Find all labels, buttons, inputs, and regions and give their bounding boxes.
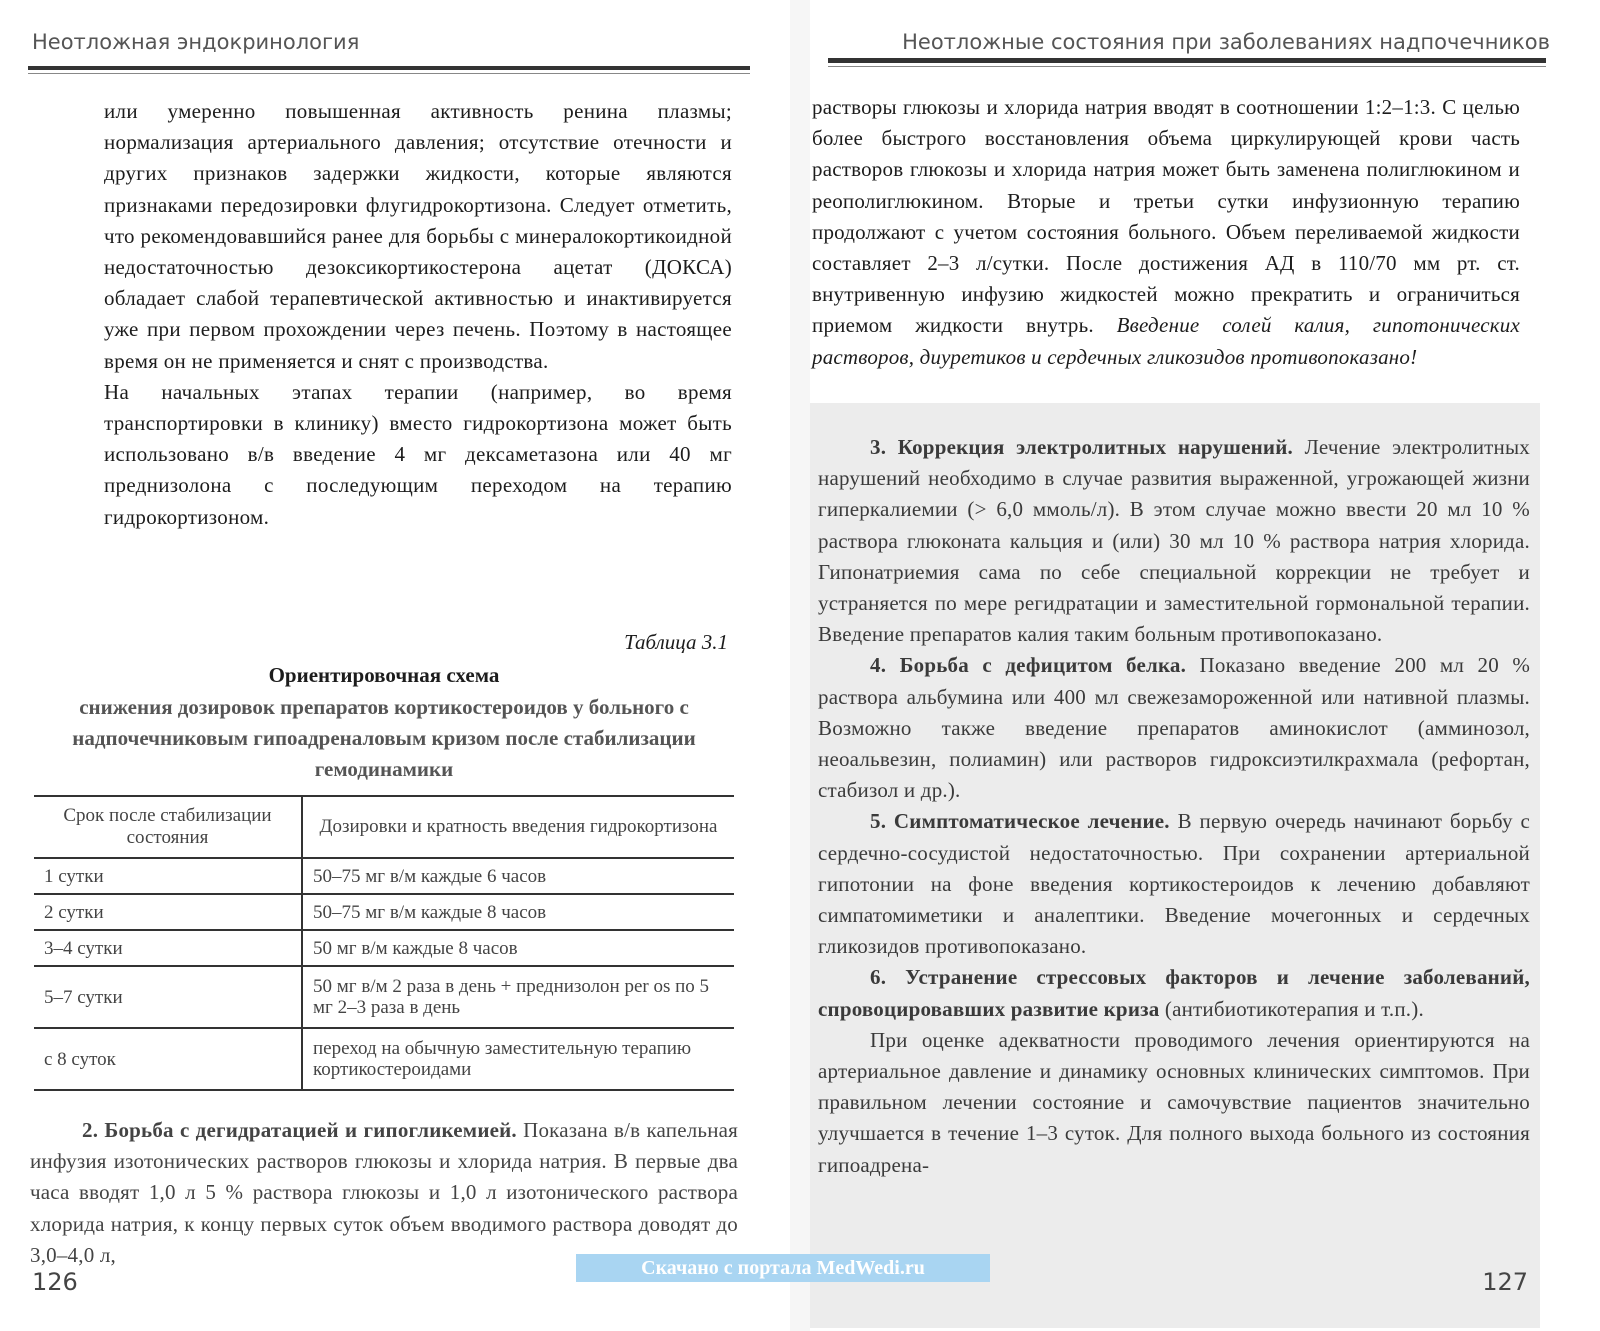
section-text: В первую очередь начинают борьбу с сердечно-сосудистой недостаточностью. При сохранении артериальной гипотонии на фоне введения кортикостероидов к лечению добавляют симпатомиметики и аналептики. Введение мочегонных и сердечных гликозидов противопоказано. (818, 809, 1531, 959)
right-page (810, 0, 1600, 1331)
paragraph: или умеренно повышенная активность ренина плазмы; нормализация артериального давления; отсутствие отечности и других признаков задержки жидкости, которые являются признаками передозировки флугидрокортизона. Следует отметить, что рекомендовавшийся ранее для борьбы с минералокортикоидной недостаточностью дезоксикортикостерона ацетат (ДОКСА) обладает слабой терапевтической активностью и инактивируется уже при первом прохождении через печень. Поэтому в настоящее время он не применяется и снят с производства. (104, 99, 732, 373)
table-row (34, 894, 734, 930)
paragraph (812, 92, 1520, 373)
column-header: Срок после стабилизации состояния (34, 796, 302, 858)
running-head-right: Неотложные состояния при заболеваниях надпочечников (902, 30, 1550, 54)
section-heading: 2. Борьба с дегидратацией и гипогликемией. (82, 1118, 517, 1142)
running-head-left: Неотложная эндокринология (32, 30, 360, 54)
table-cell: 50 мг в/м 2 раза в день + преднизолон per os по 5 мг 2–3 раза в день (302, 966, 734, 1028)
right-top-text (812, 92, 1520, 373)
table-number: Таблица 3.1 (624, 630, 728, 654)
paragraph (818, 650, 1530, 806)
warning-text: Введение солей калия, гипотонических растворов, диуретиков и сердечных гликозидов противопоказано! (812, 313, 1520, 369)
paragraph: При оценке адекватности проводимого лечения ориентируются на артериальное давление и динамику основных клинических симптомов. При правильном лечении состояние и самочувствие пациентов значительно улучшается в течение 1–3 суток. Для полного выхода больного из состояния гипоадрена- (818, 1027, 1530, 1177)
left-top-text (104, 96, 732, 533)
book-gutter (790, 0, 810, 1331)
table-cell: с 8 суток (34, 1028, 302, 1090)
section-heading: 3. Коррекция электролитных нарушений. (870, 435, 1293, 459)
header-rule-left (28, 66, 750, 70)
table-row (34, 858, 734, 894)
header-rule-thin-right (828, 66, 1546, 67)
column-header: Дозировки и кратность введения гидрокортизона (302, 796, 734, 858)
section-text: (антибиотикотерапия и т.п.). (1164, 996, 1424, 1021)
paragraph (818, 806, 1530, 962)
header-rule-right (828, 58, 1546, 63)
paragraph (818, 962, 1530, 1024)
header-rule-thin-left (28, 73, 750, 74)
page-number-left: 126 (32, 1268, 78, 1296)
table-cell: 3–4 сутки (34, 930, 302, 966)
section-text: Показано введение 200 мл 20 % раствора альбумина или 400 мл свежезамороженной или нативной плазмы. Возможно также введение препаратов аминокислот (амминозол, неоальвезин, полиамин) или растворов гидроксиэтилкрахмала (рефортан, стабизол и др.). (818, 653, 1531, 803)
table-header-row (34, 796, 734, 858)
section-text: Показана в/в капельная инфузия изотонических растворов глюкозы и хлорида натрия. В первые два часа вводят 1,0 л 5 % раствора глюкозы и 1,0 л изотонического раствора хлорида натрия, к концу первых суток объем вводимого раствора доводят до 3,0–4,0 л, (30, 1118, 739, 1267)
body-text: растворы глюкозы и хлорида натрия вводят в соотношении 1:2–1:3. С целью более быстрого восстановления объема циркулирующей крови часть растворов глюкозы и хлорида натрия может быть заменена полиглюкином и реополиглюкином. Вторые и третьи сутки инфузионную терапию продолжают с учетом состояния больного. Объем переливаемой жидкости составляет 2–3 л/сутки. После достижения АД в 110/70 мм рт. ст. внутривенную инфузию жидкостей можно прекратить и ограничиться приемом жидкости внутрь. (812, 95, 1520, 338)
download-watermark-link[interactable]: Скачано с портала MedWedi.ru (576, 1254, 990, 1282)
left-bottom-text (30, 1115, 738, 1271)
table-cell: 2 сутки (34, 894, 302, 930)
section-heading: 5. Симптоматическое лечение. (870, 809, 1170, 834)
table-cell: 5–7 сутки (34, 966, 302, 1028)
table-cell: 1 сутки (34, 858, 302, 894)
section-heading: 6. Устранение стрессовых факторов и лечение заболеваний, спровоцировавших развитие криза (818, 965, 1530, 1021)
table-cell: переход на обычную заместительную терапию кортикостероидами (302, 1028, 734, 1090)
dosage-table (34, 795, 734, 1091)
section-text: Лечение электролитных нарушений необходимо в случае развития выраженной, угрожающей жизни гиперкалиемии (> 6,0 ммоль/л). В этом случае можно ввести 20 мл 10 % раствора глюконата кальция и (или) 30 мл 10 % раствора натрия хлорида. Гипонатриемия сама по себе специальной коррекции не требует и устраняется по мере регидратации и заместительной гормональной терапии. Введение препаратов калия таким больным противопоказано. (818, 435, 1530, 647)
table-cell: 50 мг в/м каждые 8 часов (302, 930, 734, 966)
paragraph (30, 1115, 738, 1271)
table-row (34, 1028, 734, 1090)
table-cell: 50–75 мг в/м каждые 8 часов (302, 894, 734, 930)
paragraph: На начальных этапах терапии (например, во время транспортировки в клинику) вместо гидрокортизона может быть использовано в/в введение 4 мг дексаметазона или 40 мг преднизолона с последующим переходом на терапию гидрокортизоном. (104, 379, 732, 529)
table-cell: 50–75 мг в/м каждые 6 часов (302, 858, 734, 894)
table-title: Ориентировочная схема (268, 663, 500, 687)
table-row (34, 966, 734, 1028)
right-main-text (818, 432, 1530, 1181)
paragraph (818, 432, 1530, 650)
left-page (0, 0, 790, 1331)
section-heading: 4. Борьба с дефицитом белка. (870, 653, 1187, 678)
table-subtitle: снижения дозировок препаратов кортикостероидов у больного с надпочечниковым гипоадреналовым кризом после стабилизации гемодинамики (72, 695, 696, 781)
page-number-right: 127 (1482, 1268, 1528, 1296)
table-row (34, 930, 734, 966)
